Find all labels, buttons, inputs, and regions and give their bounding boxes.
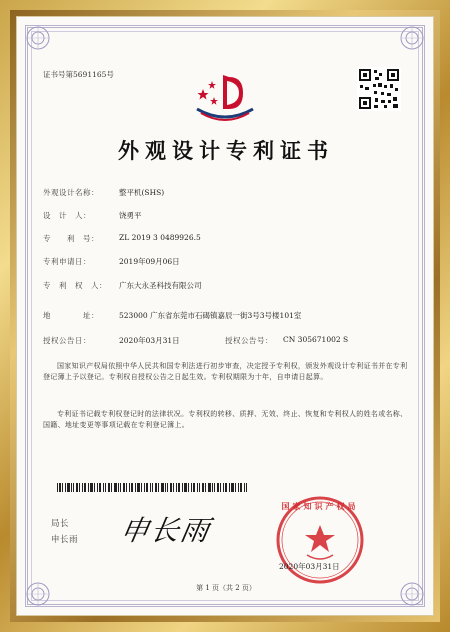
address-label: 地 址： (43, 311, 99, 320)
qr-code-icon (357, 67, 401, 111)
filing-date-label: 专利申请日： (43, 257, 91, 266)
body-paragraph-2: 专利证书记载专利权登记时的法律状况。专利权的转移、质押、无效、终止、恢复和专利权人的姓名或名称、国籍、地址变更等事项记载在专利登记簿上。 (43, 410, 408, 429)
corner-ornament-icon (23, 23, 53, 53)
patent-number-label: 专 利 号： (43, 234, 99, 243)
page-title: 外观设计专利证书 (118, 138, 334, 163)
signatory-role: 局长 (51, 519, 70, 529)
announce-date-label: 授权公告日： (43, 336, 91, 345)
seal-text: 国家知识产权局 (281, 501, 359, 511)
certificate-number: 证书号第5691165号 (43, 70, 114, 79)
signatory-name: 申长雨 (51, 535, 79, 545)
barcode-icon (57, 483, 247, 492)
address-value: 523000 广东省东莞市石碣镇嘉辰一街3号3号楼101室 (119, 311, 302, 320)
designer-value: 饶勇平 (119, 211, 142, 220)
patentee-value: 广东大永圣科技有限公司 (119, 281, 202, 290)
seal-date: 2020年03月31日 (279, 562, 340, 571)
certificate-page (16, 16, 434, 616)
design-name-label: 外观设计名称： (43, 188, 99, 197)
patentee-label: 专 利 权 人： (43, 281, 107, 290)
cnipa-emblem-icon (189, 67, 261, 127)
designer-label: 设 计 人： (43, 211, 91, 220)
design-name-value: 整平机(SHS) (119, 188, 165, 197)
announce-number-label: 授权公告号： (225, 336, 273, 345)
corner-ornament-icon (397, 23, 427, 53)
page-number: 第 1 页（共 2 页） (196, 584, 256, 592)
announce-date-value: 2020年03月31日 (119, 336, 180, 345)
handwritten-signature: 申长雨 (117, 514, 214, 547)
patent-number-value: ZL 2019 3 0489926.5 (119, 233, 201, 242)
body-paragraph-1: 国家知识产权局依照中华人民共和国专利法进行初步审查，决定授予专利权，颁发外观设计专利证书并在专利登记簿上予以登记。专利权自授权公告之日起生效。专利权期限为十年，自申请日起算。 (43, 362, 408, 381)
filing-date-value: 2019年09月06日 (119, 257, 180, 266)
announce-number-value: CN 305671002 S (283, 335, 349, 344)
